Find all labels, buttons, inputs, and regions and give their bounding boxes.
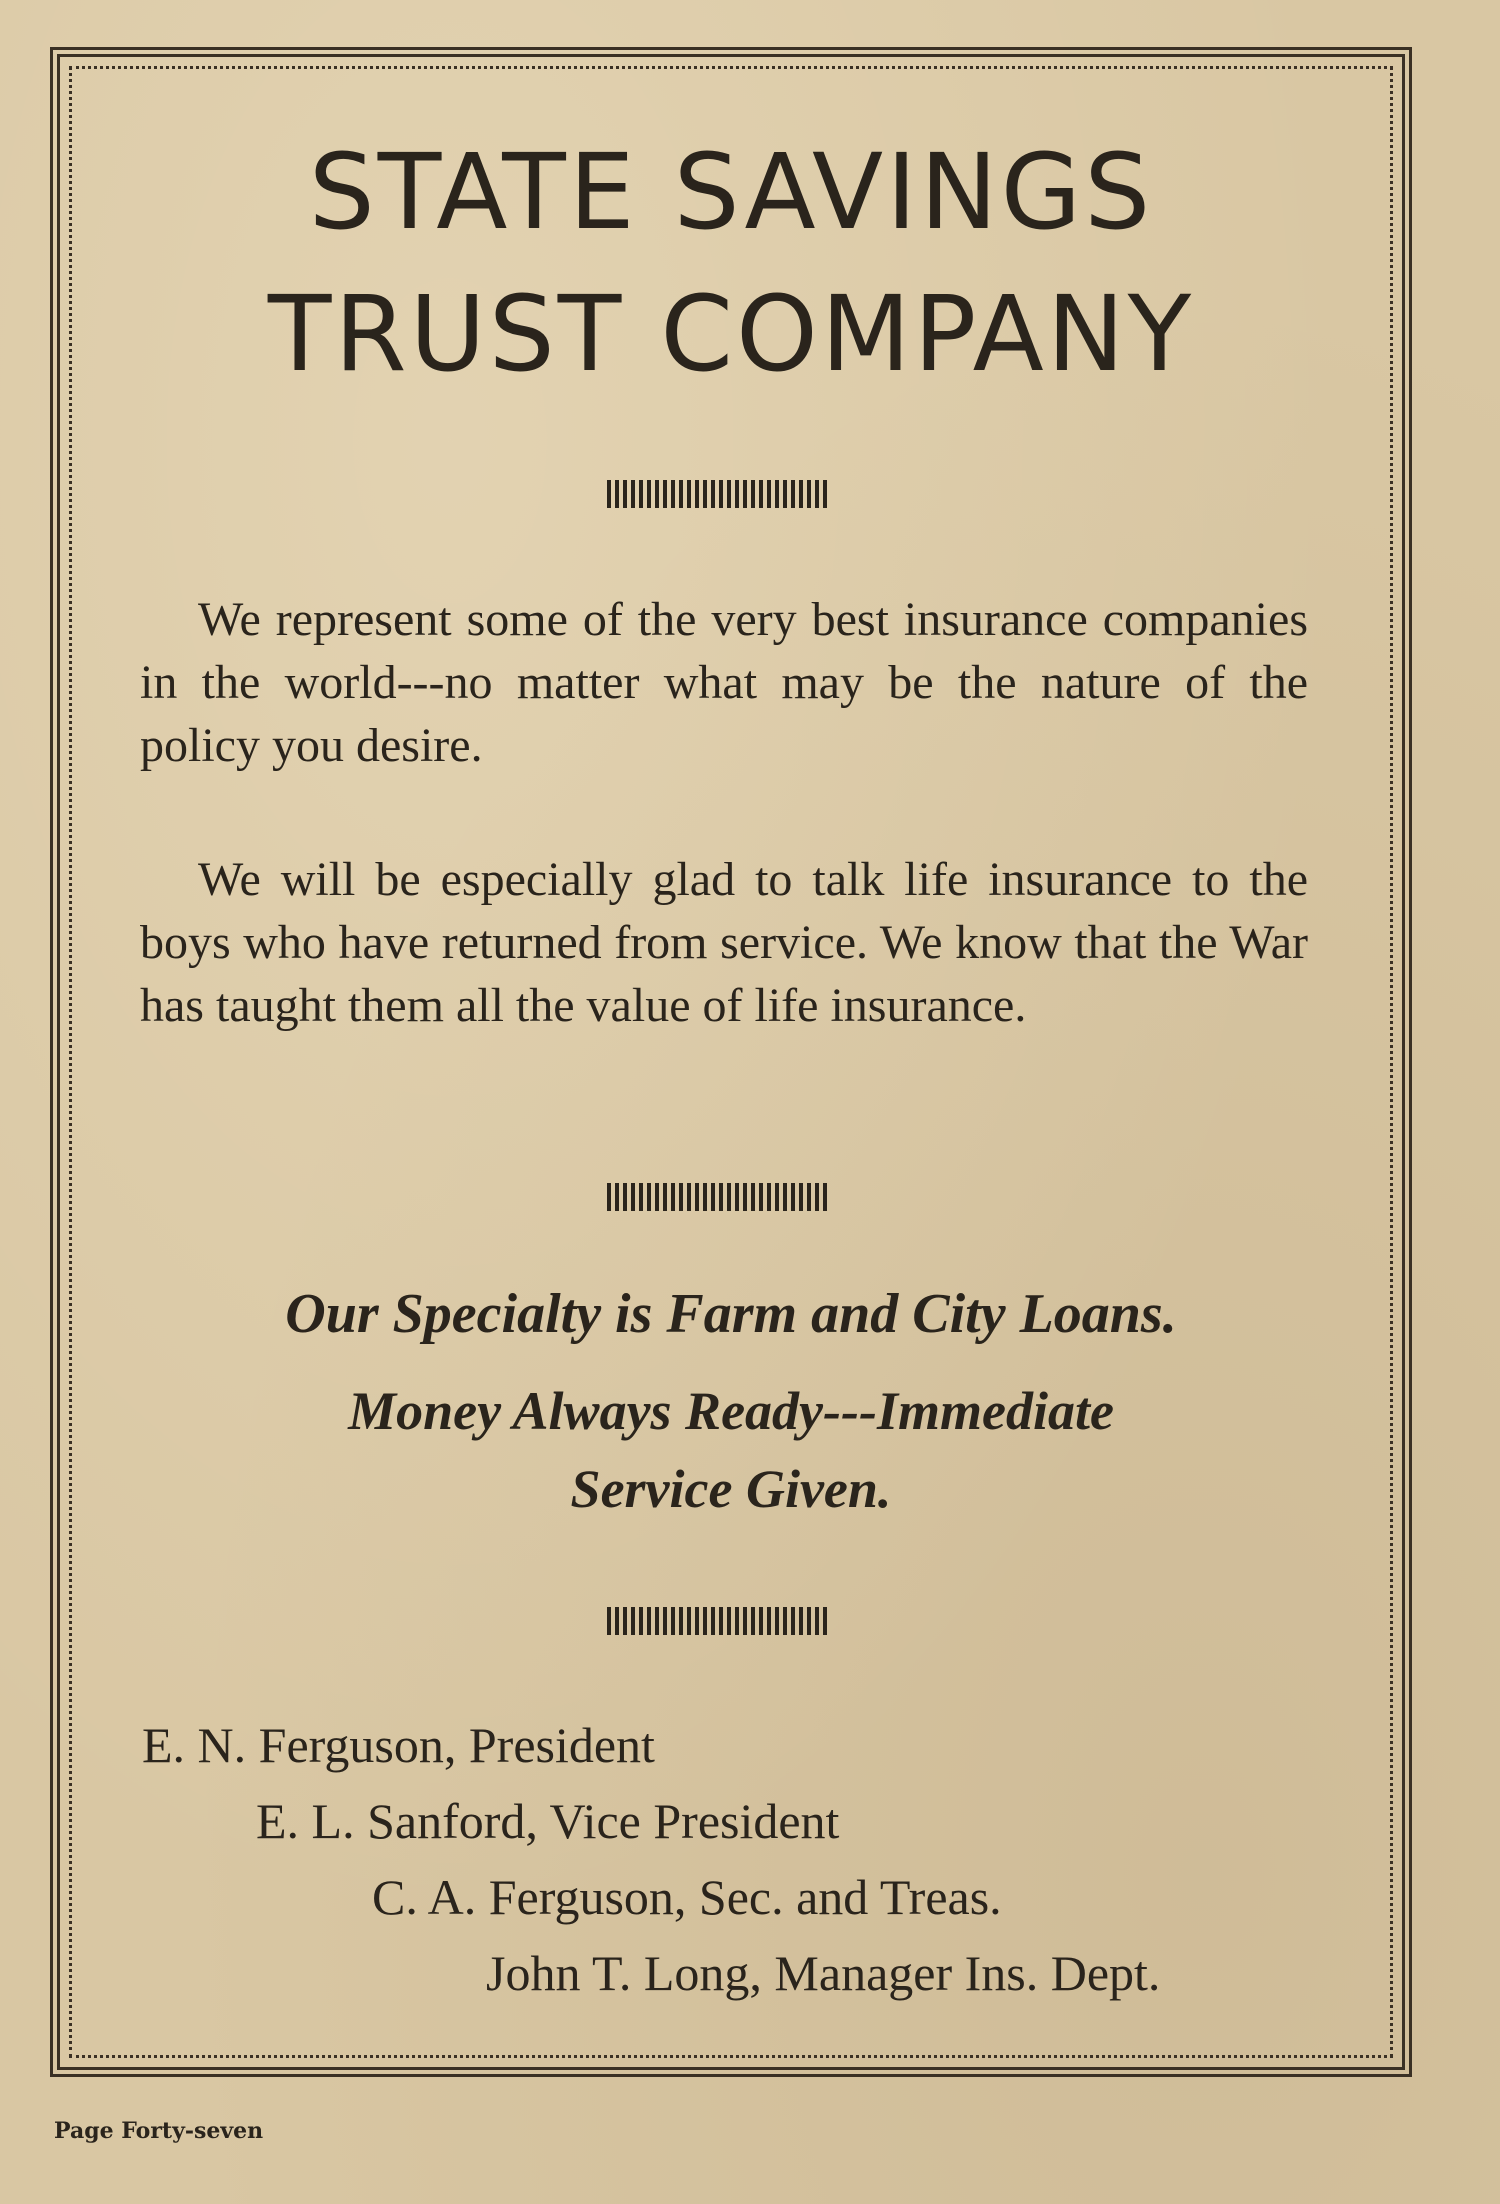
officer-secretary-treasurer: C. A. Ferguson, Sec. and Treas. [372,1869,1002,1925]
officer-vice-president: E. L. Sanford, Vice President [256,1793,840,1849]
officer-insurance-manager: John T. Long, Manager Ins. Dept. [486,1945,1161,2001]
divider-ornament [607,480,831,508]
company-title-line-2: TRUST COMPANY [267,273,1195,395]
divider-ornament [607,1183,831,1211]
money-ready-line: Money Always Ready---Immediate [348,1381,1114,1441]
insurance-paragraph: We represent some of the very best insurance companies in the world---no matter what may be the nature of the policy you desire. [140,593,1308,772]
company-title-line-1: STATE SAVINGS [308,131,1154,253]
specialty-line: Our Specialty is Farm and City Loans. [285,1283,1177,1345]
page-number: Page Forty-seven [54,2118,264,2144]
service-given-line: Service Given. [570,1459,892,1519]
officer-president: E. N. Ferguson, President [142,1717,655,1773]
divider-ornament [607,1607,831,1635]
life-insurance-paragraph: We will be especially glad to talk life insurance to the boys who have returned from service. We know that the War has taught them all the value of life insurance. [140,853,1308,1032]
